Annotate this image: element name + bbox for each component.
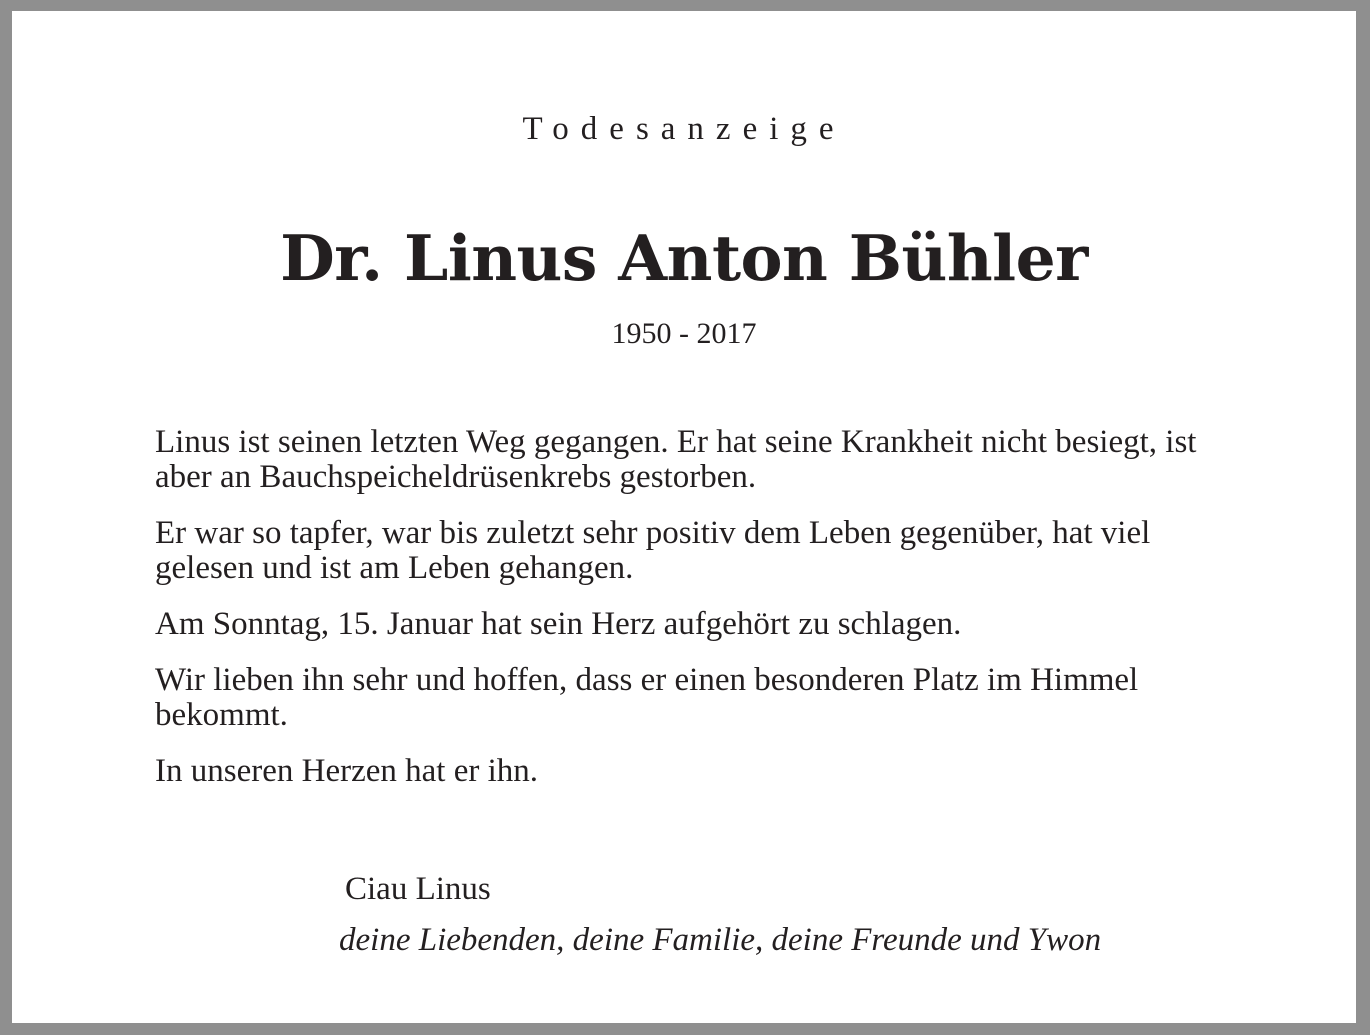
- paragraph-4: Wir lieben ihn sehr und hoffen, dass er einen besonderen Platz im Himmel bekommt.: [155, 662, 1139, 733]
- closing-line: Ciau Linus: [345, 871, 491, 907]
- life-years: 1950 - 2017: [611, 317, 757, 350]
- deceased-name: Dr. Linus Anton Bühler: [280, 221, 1088, 295]
- paragraph-3: Am Sonntag, 15. Januar hat sein Herz aufgehört zu schlagen.: [155, 606, 962, 642]
- notice-heading: Todesanzeige: [522, 111, 846, 147]
- obituary-page: [12, 11, 1356, 1023]
- paragraph-5: In unseren Herzen hat er ihn.: [155, 753, 538, 789]
- signature-line: deine Liebenden, deine Familie, deine Freunde und Ywon: [339, 922, 1102, 958]
- paragraph-2: Er war so tapfer, war bis zuletzt sehr positiv dem Leben gegenüber, hat viel gelesen und ist am Leben gehangen.: [155, 515, 1151, 586]
- paragraph-1: Linus ist seinen letzten Weg gegangen. Er hat seine Krankheit nicht besiegt, ist aber an Bauchspeicheldrüsenkrebs gestorben.: [155, 424, 1197, 495]
- obituary-text: [155, 425, 1225, 810]
